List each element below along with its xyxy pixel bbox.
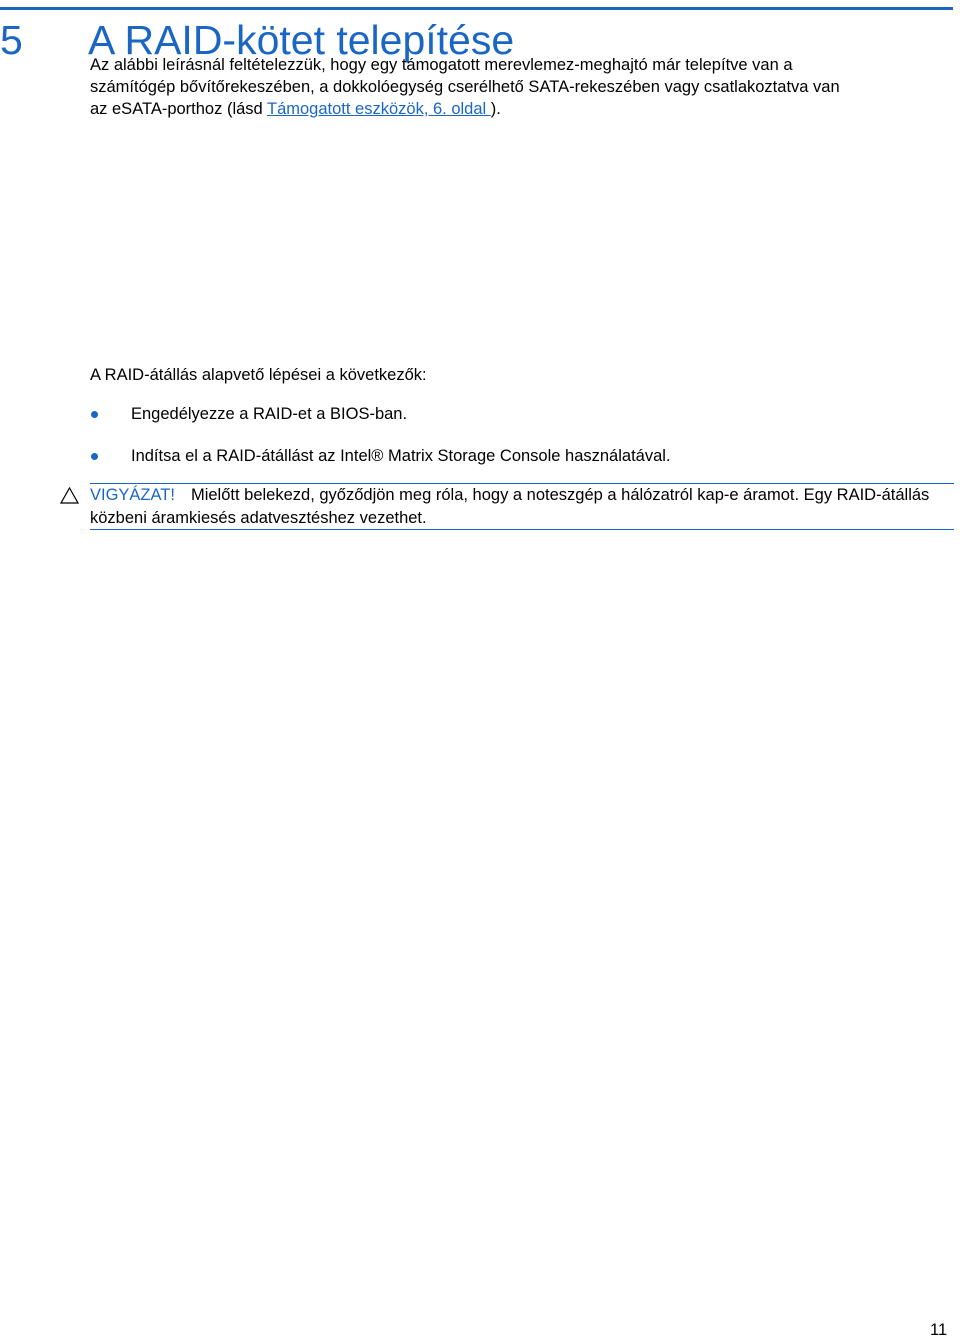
- warning-triangle-icon: [60, 487, 79, 504]
- caution-bottom-rule: [90, 529, 954, 530]
- caution-text: Mielőtt belekezd, győződjön meg róla, hogy a noteszgép a hálózatról kap-e áramot. Egy RAID-átállás közbeni áramkiesés adatvesztéshez vezethet.: [90, 486, 930, 527]
- intro-line-3-end: ).: [490, 100, 501, 118]
- list-item: [0, 403, 960, 425]
- list-item: [0, 445, 960, 467]
- chapter-number: 5: [0, 17, 23, 63]
- page-number: 11: [930, 1321, 948, 1339]
- intro-line-1: Az alábbi leírásnál feltételezzük, hogy egy támogatott merevlemez-meghajtó már telepítve van a: [90, 56, 793, 74]
- header-rule: [0, 7, 953, 10]
- step-text: Engedélyezze a RAID-et a BIOS-ban.: [131, 405, 408, 423]
- intro-line-3-start: az eSATA-porthoz (lásd: [90, 100, 267, 118]
- intro-paragraph: [90, 54, 956, 120]
- chapter-title-text: A RAID-kötet telepítése: [88, 17, 515, 63]
- caution-note: [0, 483, 960, 531]
- caution-label: VIGYÁZAT!: [90, 486, 175, 504]
- steps-list: [0, 403, 960, 467]
- bullet-icon: [91, 453, 98, 460]
- step-text: Indítsa el a RAID-átállást az Intel® Matrix Storage Console használatával.: [131, 447, 671, 465]
- intro-line-2: számítógép bővítőrekeszében, a dokkolóegység cserélhető SATA-rekeszében vagy csatlakoztatva van: [90, 78, 840, 96]
- caution-text-block: [90, 484, 956, 530]
- supported-devices-link[interactable]: Támogatott eszközök, 6. oldal: [267, 100, 491, 118]
- steps-intro: A RAID-átállás alapvető lépései a következők:: [90, 366, 427, 384]
- intro-line-3: [90, 98, 956, 120]
- bullet-icon: [91, 411, 98, 418]
